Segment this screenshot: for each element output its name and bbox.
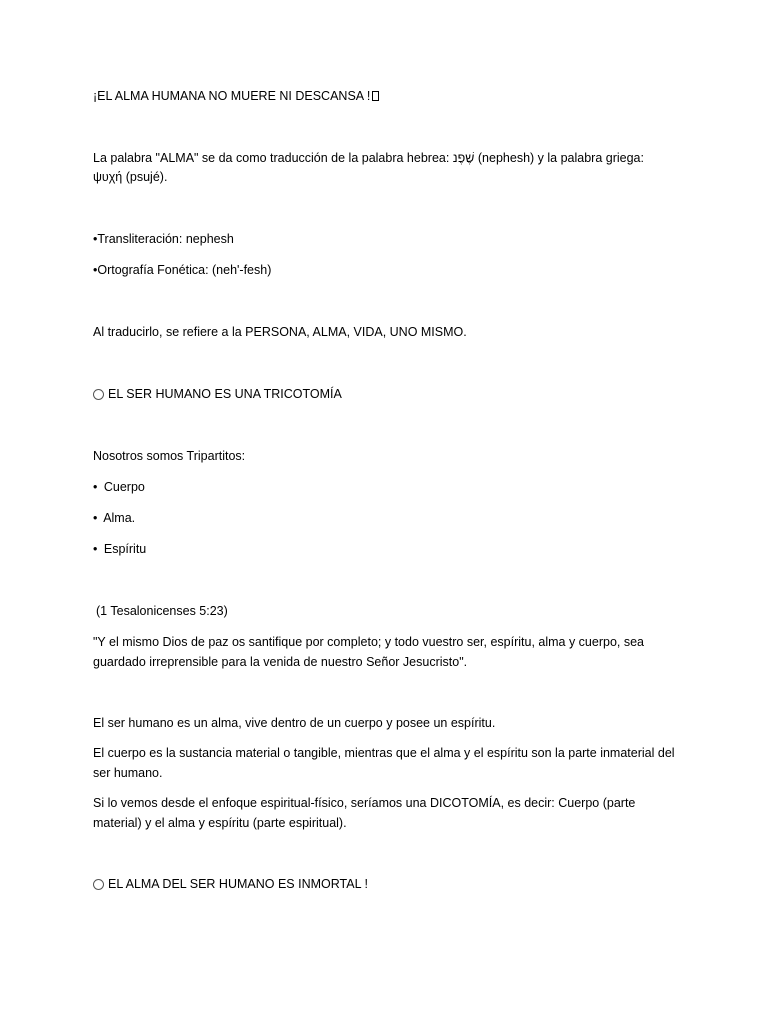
list-item-text: Cuerpo (103, 480, 145, 494)
missing-glyph-icon (372, 91, 379, 101)
bullet-icon: • (93, 511, 98, 525)
list-item (93, 539, 683, 559)
list-item (93, 508, 683, 528)
orthography-item: •Ortografía Fonética: (neh'-fesh) (93, 263, 272, 277)
bullet-icon: • (93, 542, 98, 556)
tripartite-intro: Nosotros somos Tripartitos: (93, 449, 246, 463)
verse-text: "Y el mismo Dios de paz os santifique por completo; y todo vuestro ser, espíritu, alma y cuerpo, sea guardado irreprensible para la venida de nuestro Señor Jesucristo". (93, 635, 645, 669)
section-heading-text: EL ALMA DEL SER HUMANO ES INMORTAL ! (108, 877, 369, 891)
paragraph-1: El ser humano es un alma, vive dentro de un cuerpo y posee un espíritu. (93, 716, 496, 730)
verse-reference: (1 Tesalonicenses 5:23) (96, 604, 228, 618)
document-title (93, 86, 683, 106)
transliteration-item: •Transliteración: nephesh (93, 232, 234, 246)
intro-line-1: La palabra "ALMA" se da como traducción de la palabra hebrea: שֶׁפֶנ (nephesh) y la palabra griega: (93, 151, 644, 165)
section-heading-text: EL SER HUMANO ES UNA TRICOTOMÍA (108, 387, 342, 401)
paragraph-3: Si lo vemos desde el enfoque espiritual-físico, seríamos una DICOTOMÍA, es decir: Cuerpo (parte material) y el alma y espíritu (parte espiritual). (93, 796, 636, 830)
bullet-icon: • (93, 480, 98, 494)
list-item-text: Espíritu (103, 542, 147, 556)
paragraph-2: El cuerpo es la sustancia material o tangible, mientras que el alma y el espíritu son la parte inmaterial del ser humano. (93, 746, 675, 780)
meaning-text: Al traducirlo, se refiere a la PERSONA, ALMA, VIDA, UNO MISMO. (93, 325, 467, 339)
circle-icon (93, 879, 104, 890)
circle-icon (93, 389, 104, 400)
intro-line-2: ψυχή (psujé). (93, 170, 168, 184)
section-heading-tricotomia (93, 384, 683, 404)
section-heading-inmortal (93, 874, 683, 894)
list-item (93, 477, 683, 497)
title-text: ¡EL ALMA HUMANA NO MUERE NI DESCANSA ! (93, 89, 371, 103)
list-item-text: Alma. (103, 511, 136, 525)
